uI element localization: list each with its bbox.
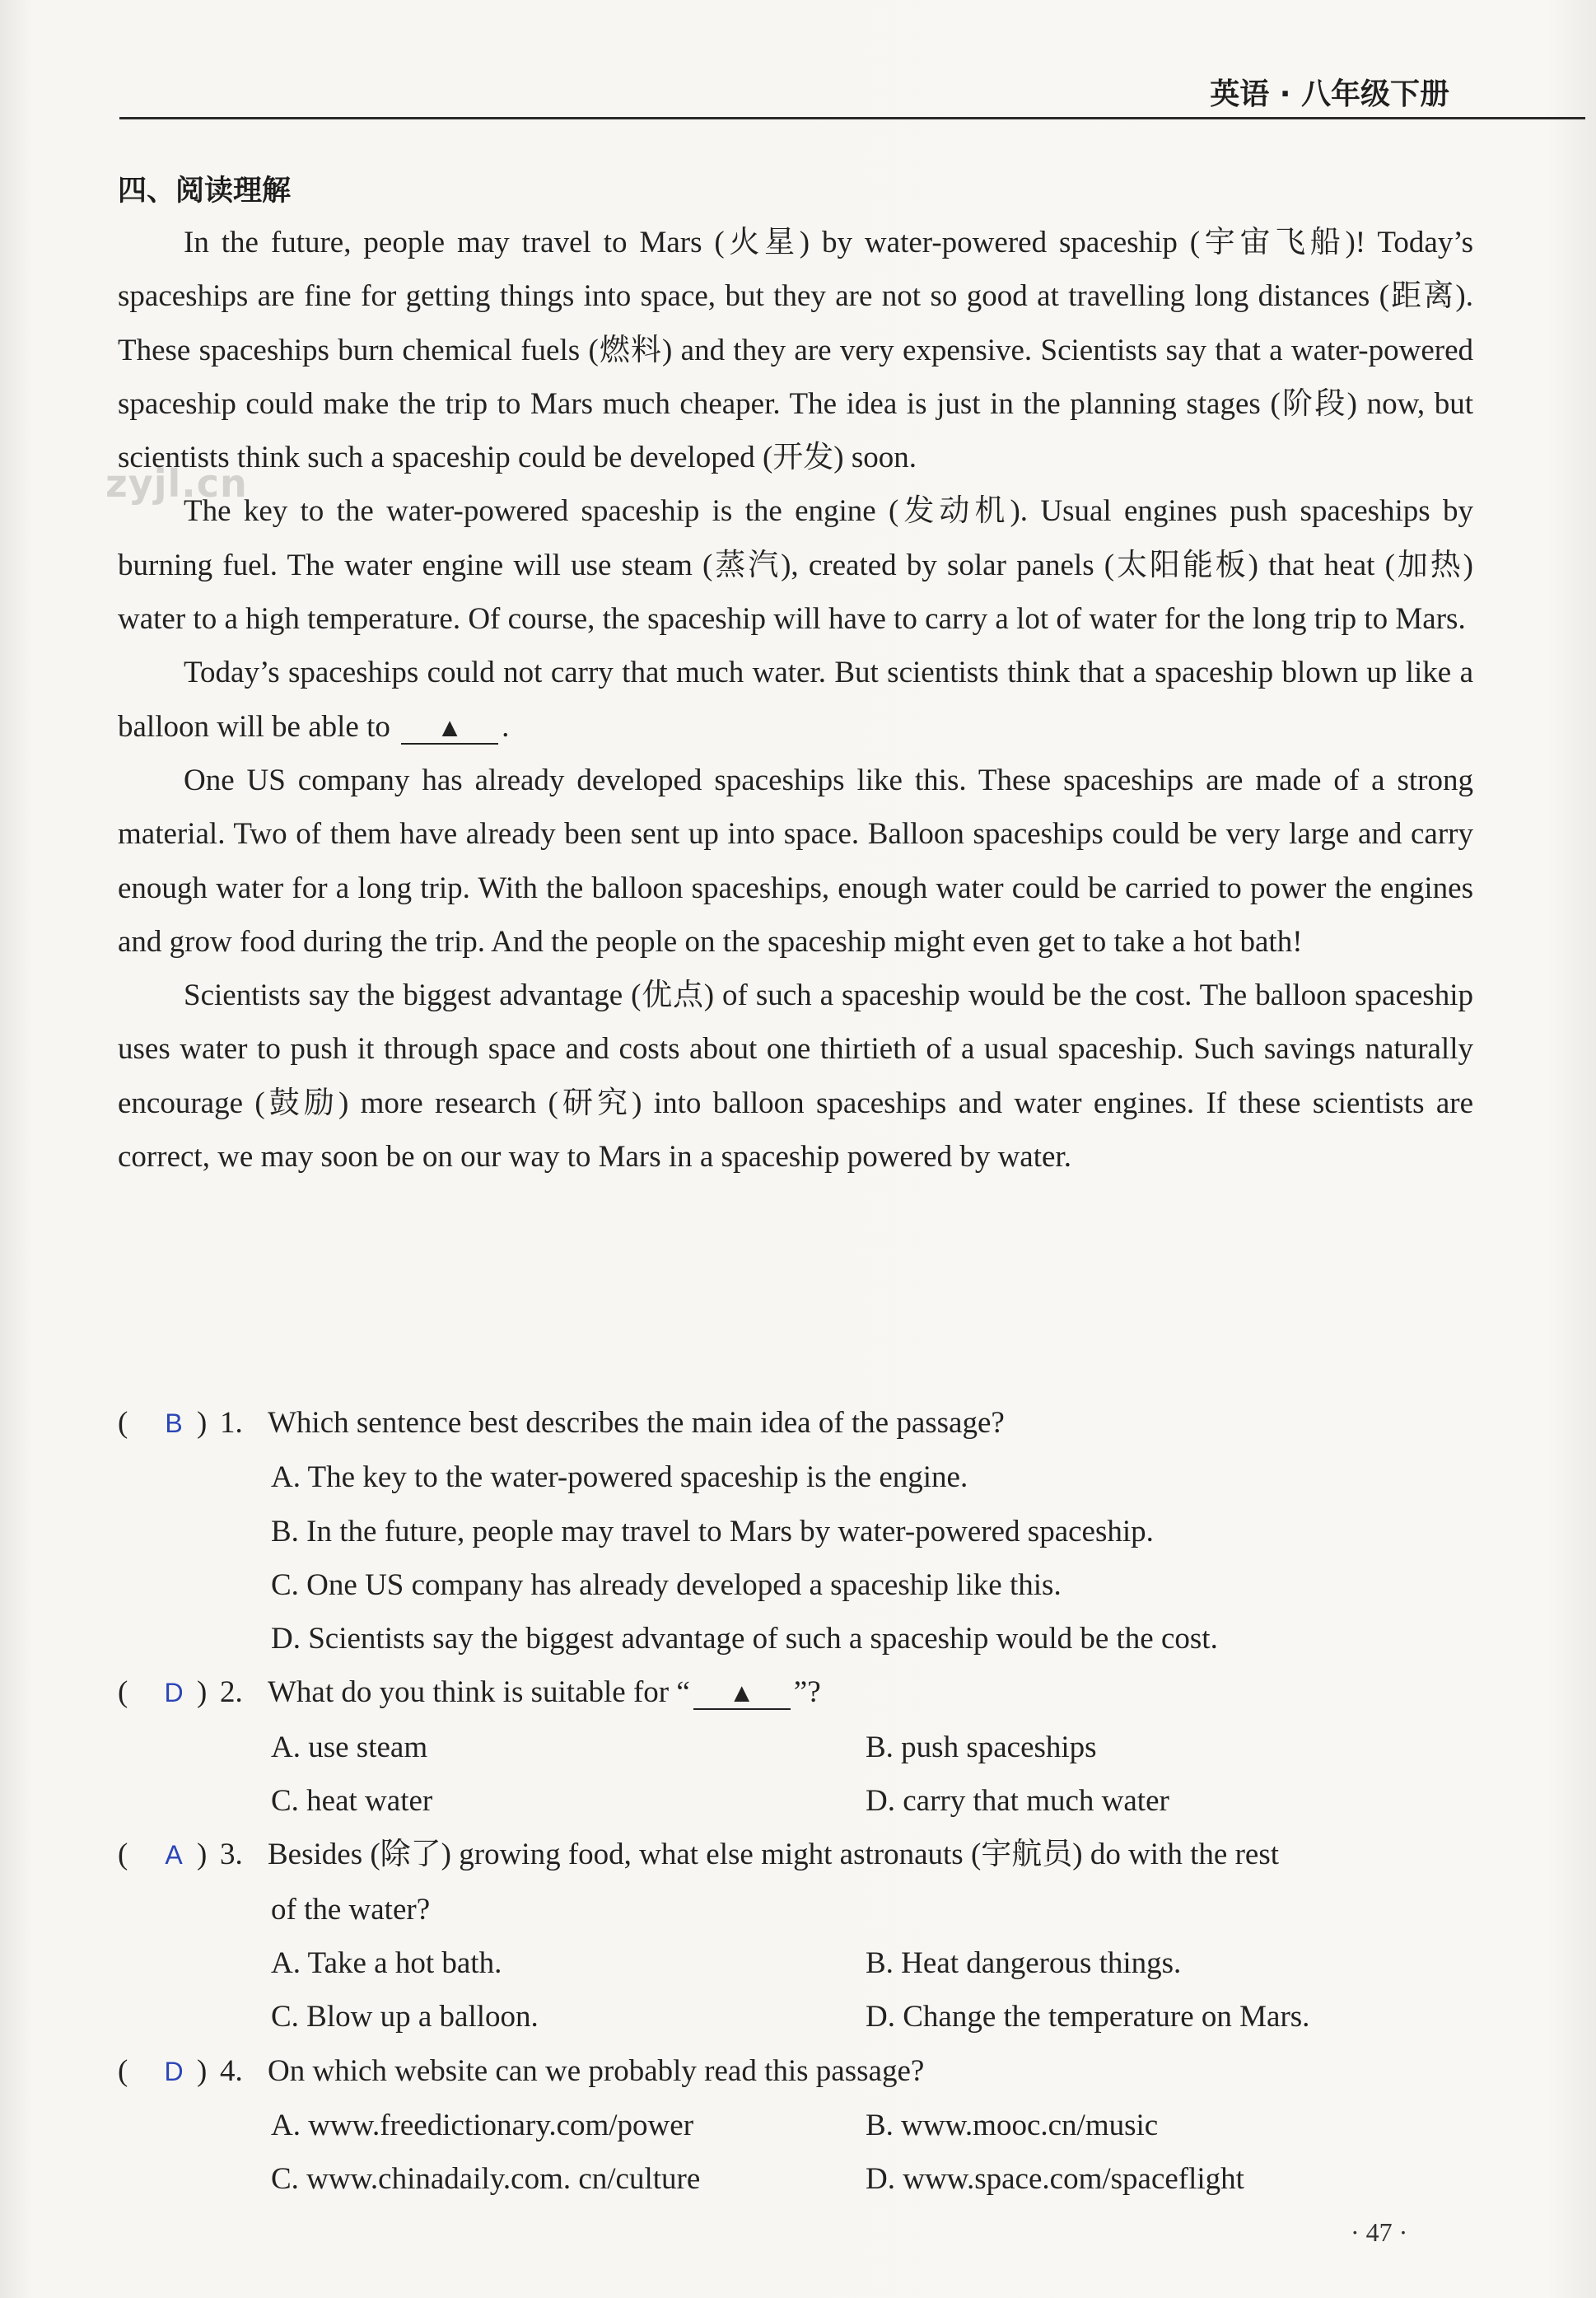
triangle-icon: ▲ — [436, 712, 463, 742]
paren-open: ( — [118, 1838, 128, 1872]
option-b: B. In the future, people may travel to Mars by water-powered spaceship. — [271, 1514, 1154, 1548]
paren-close: ) — [197, 1406, 208, 1440]
paragraph-3-end: . — [502, 709, 510, 744]
option-a: A. www.freedictionary.com/power — [271, 2108, 694, 2142]
triangle-icon: ▲ — [728, 1678, 755, 1708]
passage-paragraph-3 — [118, 646, 1473, 754]
option-d: D. Scientists say the biggest advantage of such a spaceship would be the cost. — [271, 1622, 1218, 1656]
option-a: A. The key to the water-powered spaceship is the engine. — [271, 1460, 968, 1495]
passage-paragraph-4: One US company has already developed spaceships like this. These spaceships are made of a strong material. Two of them have already been sent up into space. Balloon spaceships could be very large and carry enough water for a long trip. With the balloon spaceships, enough water could be carried to power the engines and grow food during the trip. And the people on the spaceship might even get to take a hot bath! — [118, 763, 1473, 959]
paren-open: ( — [118, 2053, 128, 2088]
passage-paragraph-5: Scientists say the biggest advantage (优点) of such a spaceship would be the cost. The balloon spaceship uses water to push it through space and costs about one thirtieth of a usual spaceship. Such savings naturally encourage (鼓励) more research (研究) into balloon spaceships and water engines. If these scientists are correct, we may soon be on our way to Mars in a spaceship powered by water. — [118, 979, 1473, 1175]
paren-open: ( — [118, 1406, 128, 1440]
option-c: C. One US company has already developed a spaceship like this. — [271, 1567, 1062, 1602]
option-b: B. push spaceships — [866, 1730, 1097, 1764]
option-row — [118, 1721, 1477, 1774]
option-d: D. carry that much water — [866, 1784, 1169, 1819]
reading-passage — [118, 216, 1473, 1184]
option-b: B. Heat dangerous things. — [866, 1945, 1182, 1980]
option-d: D. www.space.com/spaceflight — [866, 2162, 1244, 2197]
option-row — [118, 1936, 1477, 1990]
option-d: D. Change the temperature on Mars. — [866, 2000, 1310, 2034]
question-stem-continued: of the water? — [271, 1892, 431, 1927]
watermark: zyjl.cn — [105, 461, 248, 506]
paragraph-3-text: Today’s spaceships could not carry that much water. But scientists think that a spaceship blown up like a balloon will be able to — [118, 656, 1473, 744]
passage-paragraph-2: The key to the water-powered spaceship is the engine (发动机). Usual engines push spaceships by burning fuel. The water engine will use steam (蒸汽), created by solar panels (太阳能板) that heat (加热) water to a high temperature. Of course, the spaceship will have to carry a lot of water for the long trip to Mars. — [118, 494, 1473, 637]
paren-close: ) — [197, 2053, 208, 2088]
passage-blank — [401, 712, 498, 745]
option-a: A. Take a hot bath. — [271, 1945, 502, 1980]
option-a: A. use steam — [271, 1730, 428, 1764]
option-row — [118, 1505, 1477, 1558]
question-stem: What do you think is suitable for “ — [268, 1675, 690, 1710]
question-stem: Which sentence best describes the main idea of the passage? — [268, 1406, 1005, 1440]
option-row — [118, 1612, 1477, 1665]
question-stem: Besides (除了) growing food, what else might astronauts (宇航员) do with the rest — [268, 1838, 1279, 1872]
header-rule — [119, 117, 1585, 119]
question-1 — [118, 1396, 1477, 1450]
question-3 — [118, 1828, 1477, 1882]
option-row — [118, 1450, 1477, 1504]
option-b: B. www.mooc.cn/music — [866, 2108, 1159, 2142]
option-row — [118, 2152, 1477, 2206]
page-number: · 47 · — [1351, 2217, 1408, 2247]
question-number: 4. — [220, 2053, 243, 2088]
option-row — [118, 1558, 1477, 1612]
paren-open: ( — [118, 1675, 128, 1710]
option-row — [118, 2099, 1477, 2152]
option-row — [118, 1774, 1477, 1828]
question-number: 1. — [220, 1406, 243, 1440]
option-c: C. Blow up a balloon. — [271, 2000, 539, 2034]
question-stem: On which website can we probably read this passage? — [268, 2053, 925, 2088]
question-number: 3. — [220, 1838, 243, 1872]
section-title: 四、阅读理解 — [118, 175, 292, 208]
question-stem-end: ”? — [793, 1675, 821, 1710]
question-list — [118, 1396, 1477, 2206]
answer-mark: A — [165, 1840, 183, 1871]
answer-mark: B — [165, 1408, 183, 1438]
page-header: 英语 · 八年级下册 — [1210, 77, 1449, 111]
question-4 — [118, 2044, 1477, 2099]
question-number: 2. — [220, 1675, 243, 1710]
option-c: C. www.chinadaily.com. cn/culture — [271, 2162, 701, 2197]
option-row — [118, 1990, 1477, 2043]
answer-mark: D — [164, 1678, 184, 1708]
paren-close: ) — [197, 1675, 208, 1710]
question-blank — [693, 1677, 791, 1710]
option-c: C. heat water — [271, 1784, 433, 1819]
question-2 — [118, 1665, 1477, 1720]
paren-close: ) — [197, 1838, 208, 1872]
passage-paragraph-1: In the future, people may travel to Mars (火星) by water-powered spaceship (宇宙飞船)! Today’s spaceships are fine for getting things into space, but they are not so good at travelling long distances (距离). These spaceships burn chemical fuels (燃料) and they are very expensive. Scientists say that a water-powered spaceship could make the trip to Mars much cheaper. The idea is just in the planning stages (阶段) now, but scientists think such a spaceship could be developed (开发) soon. — [118, 226, 1473, 475]
answer-mark: D — [164, 2056, 184, 2086]
